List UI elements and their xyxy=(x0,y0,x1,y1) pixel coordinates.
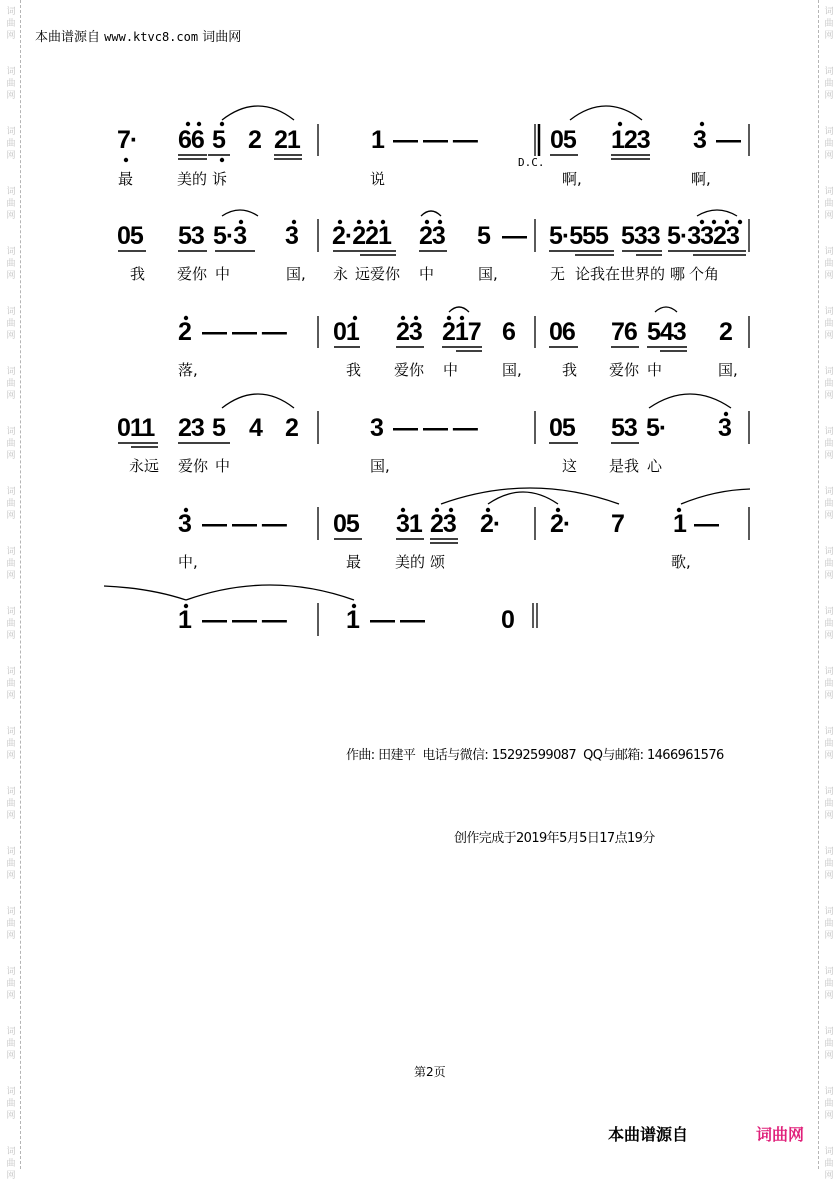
watermark-char: 曲 xyxy=(6,139,16,149)
footer-source-label: 本曲谱源自 xyxy=(608,1125,689,1144)
watermark-char: 网 xyxy=(824,391,834,401)
watermark-char: 网 xyxy=(6,31,16,41)
watermark-char: 词 xyxy=(824,967,834,977)
lyric: 美的 xyxy=(395,553,426,571)
footer-brand-link[interactable]: 词曲网 xyxy=(756,1125,805,1144)
lyric: 中, xyxy=(178,553,198,571)
lyric: 爱你 xyxy=(177,265,208,283)
lyric: 说 xyxy=(370,170,386,188)
watermark-char: 网 xyxy=(824,571,834,581)
dash-extension: — — — xyxy=(202,606,286,634)
note: 5 xyxy=(477,222,490,250)
lyric: 国, xyxy=(718,361,738,379)
lyric: 我 xyxy=(346,361,362,379)
composer: 作曲: 田建平 xyxy=(346,748,416,763)
watermark-char: 曲 xyxy=(6,439,16,449)
lyric: 个角 xyxy=(689,265,720,283)
note: 5 xyxy=(212,414,225,442)
note: 217 xyxy=(442,318,481,346)
contact-qq: QQ与邮箱: 1466961576 xyxy=(583,748,724,763)
watermark-char: 网 xyxy=(6,871,16,881)
lyric: 中 xyxy=(215,457,231,475)
lyric: 美的 xyxy=(177,170,208,188)
dash-extension: — xyxy=(694,510,718,538)
slur xyxy=(570,106,642,120)
note: 2 xyxy=(719,318,732,346)
watermark-char: 词 xyxy=(6,187,16,197)
lyric: 国, xyxy=(478,265,498,283)
watermark-char: 词 xyxy=(6,667,16,677)
note: 1 xyxy=(673,510,686,538)
slur xyxy=(449,307,469,312)
lyric: 啊, xyxy=(691,170,711,188)
watermark-char: 曲 xyxy=(6,1099,16,1109)
watermark-char: 网 xyxy=(6,931,16,941)
lyric: 爱你 xyxy=(178,457,209,475)
note: 5·555 xyxy=(549,222,608,250)
watermark-char: 词 xyxy=(6,1087,16,1097)
note: 011 xyxy=(117,414,155,442)
watermark-char: 曲 xyxy=(824,19,834,29)
watermark-char: 曲 xyxy=(6,319,16,329)
note: 3 xyxy=(718,414,731,442)
watermark-char: 词 xyxy=(824,907,834,917)
watermark-char: 网 xyxy=(824,1111,834,1121)
watermark-char: 曲 xyxy=(6,1039,16,1049)
lyric: 歌, xyxy=(671,553,691,571)
watermark-char: 网 xyxy=(824,991,834,1001)
watermark-char: 词 xyxy=(824,607,834,617)
watermark-char: 词 xyxy=(6,1147,16,1157)
watermark-char: 曲 xyxy=(824,79,834,89)
slur xyxy=(649,394,731,408)
note: 53 xyxy=(611,414,637,442)
watermark-char: 词 xyxy=(824,787,834,797)
slur xyxy=(222,394,294,408)
watermark-char: 曲 xyxy=(824,679,834,689)
watermark-char: 曲 xyxy=(824,619,834,629)
watermark-char: 网 xyxy=(824,811,834,821)
slur xyxy=(222,210,258,216)
lyric: 爱你 xyxy=(609,361,640,379)
watermark-char: 网 xyxy=(6,751,16,761)
watermark-char: 词 xyxy=(824,667,834,677)
note: 31 xyxy=(396,510,422,538)
note: 2· xyxy=(480,510,501,538)
watermark-char: 词 xyxy=(824,127,834,137)
lyric: 心 xyxy=(647,457,663,475)
lyric: 哪 xyxy=(670,265,686,283)
watermark-char: 曲 xyxy=(6,199,16,209)
contact-phone: 电话与微信: 15292599087 xyxy=(422,748,577,763)
lyric: 我 xyxy=(130,265,146,283)
watermark-char: 词 xyxy=(6,487,16,497)
lyric: 啊, xyxy=(562,170,582,188)
watermark-char: 词 xyxy=(824,1087,834,1097)
octave-dot-low xyxy=(124,158,128,162)
watermark-char: 词 xyxy=(6,7,16,17)
note: 123 xyxy=(611,126,650,154)
watermark-char: 曲 xyxy=(824,439,834,449)
watermark-char: 网 xyxy=(824,871,834,881)
lyric: 爱你 xyxy=(394,361,425,379)
lyric: 这 xyxy=(562,457,578,475)
watermark-char: 曲 xyxy=(6,379,16,389)
watermark-char: 词 xyxy=(824,7,834,17)
slur xyxy=(441,488,619,504)
watermark-char: 词 xyxy=(6,127,16,137)
watermark-char: 曲 xyxy=(6,919,16,929)
watermark-char: 词 xyxy=(6,967,16,977)
watermark-char: 网 xyxy=(6,451,16,461)
note: 05 xyxy=(117,222,143,250)
watermark-char: 网 xyxy=(824,451,834,461)
note: 2 xyxy=(178,318,191,346)
note: 05 xyxy=(333,510,359,538)
watermark-char: 网 xyxy=(6,571,16,581)
note: 5·3323 xyxy=(667,222,739,250)
watermark-char: 曲 xyxy=(824,799,834,809)
watermark-char: 曲 xyxy=(6,739,16,749)
note: 3 xyxy=(370,414,383,442)
page-number: 第2页 xyxy=(414,1065,446,1079)
note: 66 xyxy=(178,126,204,154)
rest-note: 0 xyxy=(501,606,514,634)
lyric: 永远 xyxy=(129,457,160,475)
watermark-char: 网 xyxy=(6,691,16,701)
credits-line xyxy=(346,744,724,763)
watermark-char: 网 xyxy=(824,691,834,701)
dash-extension: — — — xyxy=(202,318,286,346)
watermark-char: 网 xyxy=(6,91,16,101)
dash-extension: — — xyxy=(370,606,424,634)
watermark-char: 网 xyxy=(6,391,16,401)
watermark-char: 曲 xyxy=(824,1099,834,1109)
lyric: 中 xyxy=(215,265,231,283)
dash-extension: — xyxy=(502,222,526,250)
lyric: 落, xyxy=(178,361,198,379)
dc-mark: D.C. xyxy=(518,156,545,169)
watermark-char: 词 xyxy=(824,487,834,497)
slur xyxy=(697,210,737,216)
note: 2 xyxy=(285,414,298,442)
lyric: 最 xyxy=(346,553,362,571)
note: 5· xyxy=(646,414,667,442)
watermark-char: 网 xyxy=(824,631,834,641)
dash-extension: — — — xyxy=(393,126,477,154)
octave-dot-low xyxy=(220,158,224,162)
watermark-char: 词 xyxy=(6,727,16,737)
note: 21 xyxy=(274,126,300,154)
watermark-char: 网 xyxy=(824,271,834,281)
note: 7· xyxy=(117,126,138,154)
slur xyxy=(104,586,186,600)
watermark-char: 词 xyxy=(824,367,834,377)
note: 23 xyxy=(178,414,204,442)
note: 543 xyxy=(647,318,686,346)
watermark-char: 词 xyxy=(824,427,834,437)
slur xyxy=(186,585,354,600)
watermark-char: 词 xyxy=(6,307,16,317)
watermark-char: 词 xyxy=(6,787,16,797)
watermark-char: 词 xyxy=(824,1147,834,1157)
slur xyxy=(681,489,750,504)
watermark-char: 网 xyxy=(6,211,16,221)
note: 05 xyxy=(550,126,576,154)
watermark-char: 曲 xyxy=(6,79,16,89)
watermark-char: 曲 xyxy=(6,1159,16,1169)
lyric: 远爱你 xyxy=(355,265,401,283)
watermark-char: 词 xyxy=(6,547,16,557)
watermark-char: 词 xyxy=(824,187,834,197)
note: 533 xyxy=(621,222,660,250)
watermark-char: 曲 xyxy=(824,379,834,389)
watermark-char: 网 xyxy=(824,931,834,941)
watermark-char: 网 xyxy=(824,31,834,41)
watermark-char: 网 xyxy=(6,1111,16,1121)
watermark-char: 网 xyxy=(824,91,834,101)
watermark-char: 网 xyxy=(824,1171,834,1181)
lyric: 中 xyxy=(443,361,459,379)
note: 76 xyxy=(611,318,637,346)
dash-extension: — — — xyxy=(393,414,477,442)
watermark-char: 曲 xyxy=(6,979,16,989)
lyric: 中 xyxy=(647,361,663,379)
note: 23 xyxy=(430,510,456,538)
lyric: 国, xyxy=(370,457,390,475)
lyric: 永 xyxy=(333,265,349,283)
watermark-char: 曲 xyxy=(6,679,16,689)
note: 5 xyxy=(212,126,225,154)
lyric: 论我在 xyxy=(575,265,621,283)
watermark-char: 词 xyxy=(6,1027,16,1037)
note: 01 xyxy=(333,318,359,346)
source-site-url: www.ktvc8.com xyxy=(104,30,199,44)
watermark-char: 曲 xyxy=(824,1039,834,1049)
watermark-char: 词 xyxy=(6,847,16,857)
note: 1 xyxy=(371,126,384,154)
watermark-char: 词 xyxy=(6,367,16,377)
watermark-char: 网 xyxy=(824,1051,834,1061)
watermark-char: 曲 xyxy=(6,559,16,569)
watermark-char: 网 xyxy=(6,1051,16,1061)
watermark-char: 曲 xyxy=(824,499,834,509)
source-label: 本曲谱源自 xyxy=(35,30,101,45)
watermark-char: 曲 xyxy=(6,19,16,29)
lyric: 无 xyxy=(550,265,566,283)
lyric: 我 xyxy=(562,361,578,379)
lyric: 国, xyxy=(502,361,522,379)
watermark-char: 网 xyxy=(6,991,16,1001)
lyric: 世界的 xyxy=(620,265,666,283)
watermark-char: 词 xyxy=(824,847,834,857)
watermark-char: 曲 xyxy=(824,139,834,149)
watermark-char: 曲 xyxy=(824,259,834,269)
note: 06 xyxy=(549,318,575,346)
watermark-char: 曲 xyxy=(6,859,16,869)
note: 1 xyxy=(178,606,191,634)
watermark-char: 曲 xyxy=(6,619,16,629)
dash-extension: — xyxy=(716,126,740,154)
slur xyxy=(222,106,294,120)
note: 5·3 xyxy=(213,222,247,250)
watermark-char: 词 xyxy=(6,247,16,257)
note: 7 xyxy=(611,510,624,538)
watermark-char: 网 xyxy=(6,331,16,341)
watermark-char: 词 xyxy=(6,427,16,437)
note: 53 xyxy=(178,222,204,250)
watermark-char: 曲 xyxy=(6,799,16,809)
lyric: 诉 xyxy=(212,170,228,188)
watermark-char: 网 xyxy=(6,1171,16,1181)
watermark-char: 网 xyxy=(6,811,16,821)
watermark-char: 曲 xyxy=(824,919,834,929)
watermark-char: 曲 xyxy=(6,259,16,269)
source-site-name: 词曲网 xyxy=(202,30,242,45)
note: 3 xyxy=(285,222,298,250)
watermark-char: 词 xyxy=(824,1027,834,1037)
watermark-char: 网 xyxy=(824,331,834,341)
watermark-char: 词 xyxy=(824,67,834,77)
lyric: 是我 xyxy=(609,457,640,475)
watermark-char: 词 xyxy=(824,727,834,737)
watermark-char: 网 xyxy=(6,511,16,521)
watermark-char: 曲 xyxy=(824,859,834,869)
lyric: 最 xyxy=(118,170,134,188)
watermark-char: 词 xyxy=(824,247,834,257)
watermark-char: 曲 xyxy=(824,1159,834,1169)
completion-date: 创作完成于2019年5月5日17点19分 xyxy=(454,831,655,846)
note: 1 xyxy=(346,606,359,634)
note: 4 xyxy=(249,414,262,442)
note: 2 xyxy=(248,126,261,154)
watermark-char: 曲 xyxy=(6,499,16,509)
watermark-char: 词 xyxy=(6,607,16,617)
lyric: 中 xyxy=(419,265,435,283)
lyric: 颂 xyxy=(430,553,446,571)
dash-extension: — — — xyxy=(202,510,286,538)
lyric: 国, xyxy=(286,265,306,283)
watermark-char: 曲 xyxy=(824,319,834,329)
watermark-char: 词 xyxy=(6,907,16,917)
watermark-char: 网 xyxy=(6,151,16,161)
watermark-char: 网 xyxy=(824,511,834,521)
note: 3 xyxy=(693,126,706,154)
note: 2·221 xyxy=(332,222,391,250)
watermark-char: 网 xyxy=(824,151,834,161)
note: 23 xyxy=(419,222,445,250)
watermark-char: 网 xyxy=(6,271,16,281)
note: 05 xyxy=(549,414,575,442)
watermark-char: 词 xyxy=(824,307,834,317)
watermark-char: 网 xyxy=(824,211,834,221)
watermark-char: 曲 xyxy=(824,739,834,749)
slur xyxy=(421,211,441,216)
note: 23 xyxy=(396,318,422,346)
slur xyxy=(655,307,677,312)
watermark-char: 网 xyxy=(6,631,16,641)
note: 2· xyxy=(550,510,571,538)
watermark-char: 曲 xyxy=(824,199,834,209)
watermark-char: 词 xyxy=(6,67,16,77)
note: 6 xyxy=(502,318,515,346)
watermark-char: 曲 xyxy=(824,979,834,989)
note: 3 xyxy=(178,510,191,538)
slur xyxy=(488,492,558,504)
watermark-char: 网 xyxy=(824,751,834,761)
watermark-char: 曲 xyxy=(824,559,834,569)
watermark-char: 词 xyxy=(824,547,834,557)
